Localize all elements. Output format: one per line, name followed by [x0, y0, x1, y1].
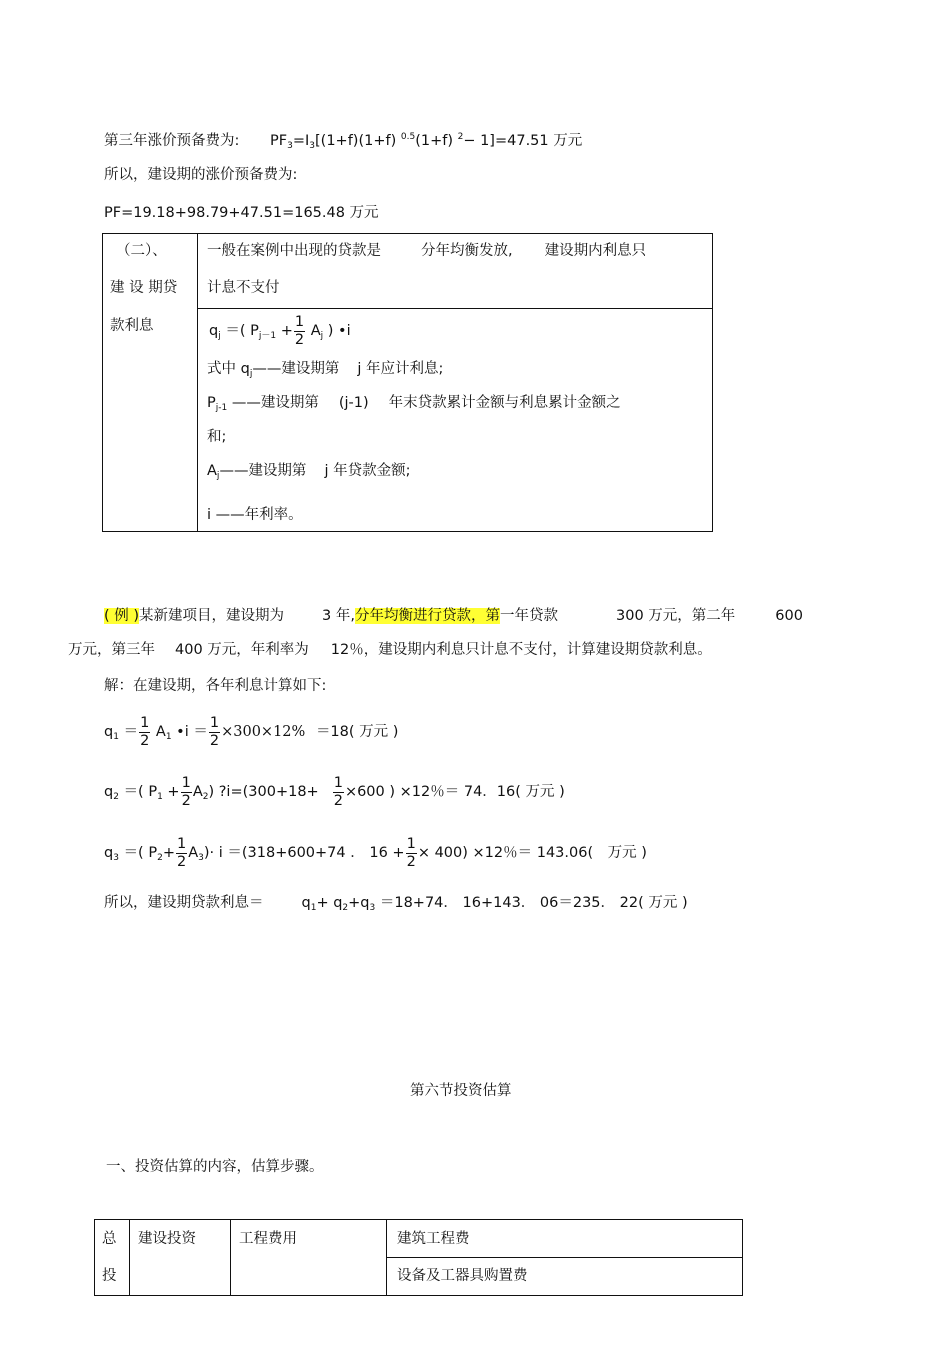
pf-formula: $PF_3=I_3[(1+f)(1+f)$ $^{0.5}$(1+f) $^2$− 1]=47.51 万元: [270, 132, 583, 151]
table1-note-line1: 一般在案例中出现的贷款是 分年均衡发放, 建设期内利息只: [207, 243, 647, 259]
pf-third-year-line: [104, 127, 582, 156]
table2-col1-line1: 总: [102, 1231, 117, 1247]
def-q: 式中 $q_j——$建设期第 j 年应计利息;: [207, 361, 444, 379]
q3-formula: $q_3$ ＝( $P_2+$ $\frac{1}{2}$ $A_3)\cdot i =(318+600+74$ ． 16 + $\frac{1}{2}$ × 400) ×12％＝ 143.06( 万元 ): [104, 835, 647, 870]
table1-left-line1: （二）、: [116, 243, 167, 259]
table1-note-line2: 计息不支付: [207, 280, 280, 296]
highlight-text: 分年均衡进行贷款，第: [355, 608, 500, 624]
table-divider: [197, 308, 713, 309]
example-line2: 万元，第三年 400 万元，年利率为 12％，建设期内利息只计息不支付，计算建设期贷款利息。: [68, 642, 712, 658]
table-divider: [129, 1219, 130, 1296]
pf-conclusion-line: 所以，建设期的涨价预备费为:: [104, 167, 298, 183]
table1-left-line3: 款利息: [110, 318, 154, 334]
table1-left-line2: 建 设 期贷: [110, 280, 178, 296]
def-p: $P_{j-1}$ ——建设期第 (j-1) 年末贷款累计金额与利息累计金额之: [207, 395, 621, 413]
solution-intro: 解：在建设期，各年利息计算如下:: [104, 678, 327, 694]
interest-formula: $q_j$ ＝( $P_{j-1}$ + $\frac{1}{2}$ $A_j$ ) •i: [209, 313, 351, 348]
def-a: $A_j——$建设期第 j 年贷款金额;: [207, 463, 411, 481]
table2-col3: 工程费用: [239, 1231, 297, 1247]
table2-col2: 建设投资: [138, 1231, 196, 1247]
example-tag: ( 例 ): [104, 608, 140, 624]
section-title: 第六节投资估算: [410, 1083, 512, 1099]
pf-label: 第三年涨价预备费为:: [104, 133, 240, 149]
table-divider: [197, 233, 198, 532]
table2-col4-row2: 设备及工器具购置费: [397, 1268, 528, 1284]
table-divider: [230, 1219, 231, 1296]
q1-formula: $q_1$ ＝ $\frac{1}{2}$ $A_1$ •i ＝ $\frac{1}{2}$ ×300×12% ＝18( 万元 ): [104, 714, 399, 749]
q2-formula: $q_2$ ＝( $P_1$ + $\frac{1}{2}$ $A_2$) ?i=(300+18+ $\frac{1}{2}$ ×600 ) ×12％＝ 74．16( 万元 ): [104, 774, 565, 809]
loan-interest-total: 所以，建设期贷款利息＝ $q_1+ q_2+q_3 =18+74$． 16+143． 06＝235． 22( 万元 ): [104, 895, 688, 913]
table2-col4-row1: 建筑工程费: [397, 1231, 470, 1247]
def-i: i ——年利率。: [207, 507, 303, 523]
def-p-cont: 和;: [207, 429, 227, 445]
pf-total-line: PF=19.18+98.79+47.51=165.48 万元: [104, 205, 379, 221]
table2-col1-line2: 投: [102, 1268, 117, 1284]
example-line1: ( 例 )某新建项目，建设期为 3 年,分年均衡进行贷款，第一年贷款 300 万元，第二年 600: [104, 608, 803, 624]
section-heading: 一、投资估算的内容，估算步骤。: [106, 1159, 324, 1175]
table-divider: [386, 1257, 743, 1258]
